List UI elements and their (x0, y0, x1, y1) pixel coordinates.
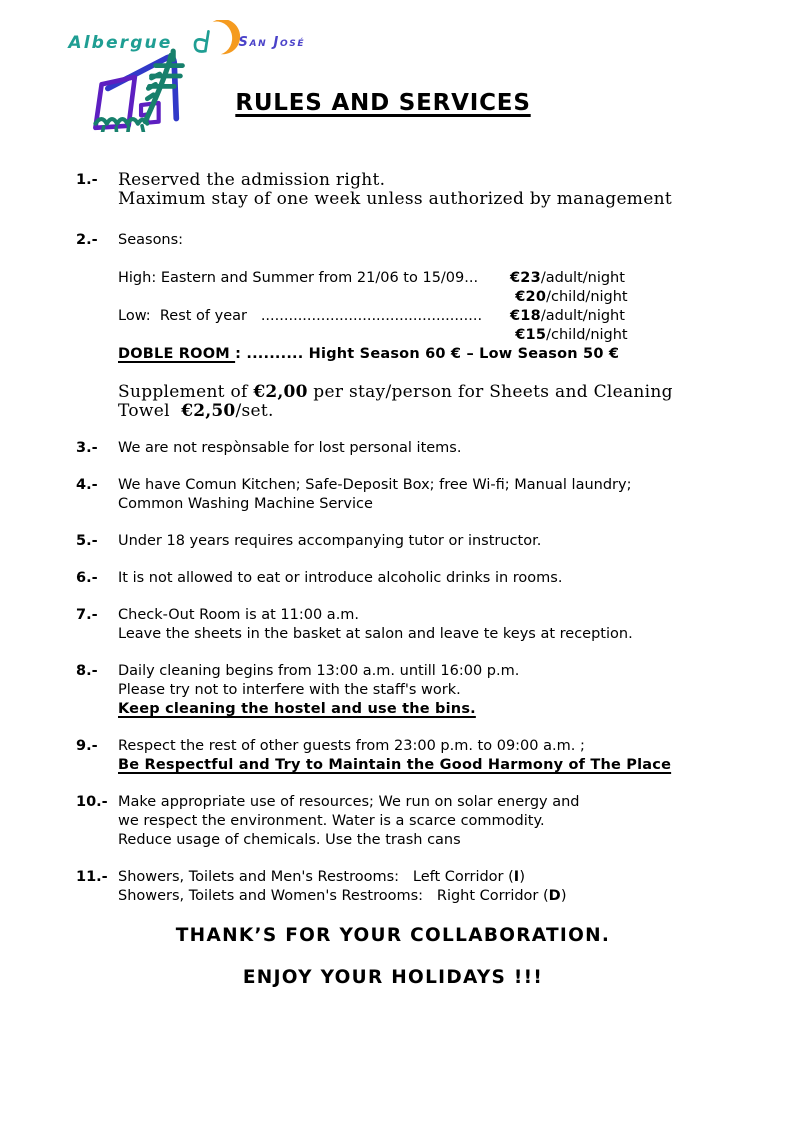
rule-line (118, 250, 752, 269)
item-content (118, 737, 752, 775)
text-segment: : .......... Hight Season 60 € – Low Season 50 € (235, 346, 620, 362)
text-segment: We have Comun Kitchen; Safe-Deposit Box; free Wi-fi; Manual laundry; (118, 477, 632, 493)
rule-item (62, 606, 752, 644)
rule-line (118, 662, 752, 681)
rule-line (118, 831, 752, 850)
text-segment: ) (560, 888, 567, 904)
text-segment: €15 (510, 327, 547, 343)
item-content (118, 439, 752, 458)
item-content (118, 662, 752, 719)
text-segment: per stay/person for Sheets and Cleaning (307, 382, 673, 402)
text-segment: Maximum stay of one week unless authorized by management (118, 189, 672, 209)
rule-item (62, 737, 752, 775)
rule-item (62, 532, 752, 551)
text-segment: €20 (510, 289, 547, 305)
rule-line (118, 887, 752, 906)
item-number: 5.- (76, 533, 98, 549)
rule-line (118, 756, 752, 775)
item-content (118, 606, 752, 644)
footer-enjoy-line: ENJOY YOUR HOLIDAYS !!! (242, 967, 544, 988)
rule-item (62, 476, 752, 514)
item-number: 11.- (76, 869, 108, 885)
text-segment: /adult/night (540, 270, 625, 286)
rule-line (118, 288, 752, 307)
text-segment: Please try not to interfere with the staff's work. (118, 682, 461, 698)
rule-line (118, 171, 752, 190)
rule-line (118, 700, 752, 719)
text-segment: ) (519, 869, 526, 885)
item-number: 2.- (76, 232, 98, 248)
text-segment: Reserved the admission right. (118, 170, 386, 190)
text-segment: /adult/night (540, 308, 625, 324)
rule-line (118, 495, 752, 514)
item-content (118, 532, 752, 551)
logo-wordmark (66, 20, 305, 54)
season-price (510, 270, 625, 286)
text-segment: €2,00 (253, 382, 308, 402)
item-content (118, 569, 752, 588)
rule-line (118, 326, 752, 345)
item-number: 4.- (76, 477, 98, 493)
logo-text-san-jose: San José (238, 34, 306, 50)
item-number: 6.- (76, 570, 98, 586)
text-segment: Seasons: (118, 232, 184, 248)
item-number: 3.- (76, 440, 98, 456)
rule-line (118, 439, 752, 458)
rule-item (62, 793, 752, 850)
text-segment: It is not allowed to eat or introduce alcoholic drinks in rooms. (118, 570, 563, 586)
text-segment: Be Respectful and Try to Maintain the Good Harmony of The Place (118, 757, 672, 773)
item-number: 1.- (76, 172, 98, 188)
rule-line (118, 476, 752, 495)
rule-line (118, 569, 752, 588)
text-segment: Towel (118, 401, 182, 421)
text-segment: Reduce usage of chemicals. Use the trash cans (118, 832, 461, 848)
item-content (118, 171, 752, 209)
rule-item (62, 569, 752, 588)
text-segment: /child/night (546, 327, 628, 343)
footer-thanks-line: THANK’S FOR YOUR COLLABORATION. (175, 925, 611, 946)
item-number: 9.- (76, 738, 98, 754)
rule-line (118, 793, 752, 812)
rule-line (118, 364, 752, 383)
rule-item (62, 171, 752, 209)
rule-item (62, 231, 752, 421)
rule-line (118, 383, 752, 402)
text-segment: Low: Rest of year ................................................ (118, 308, 483, 324)
rule-line (118, 190, 752, 209)
season-price (510, 308, 625, 324)
text-segment: High: Eastern and Summer from 21/06 to 15/09... (118, 270, 479, 286)
item-content (118, 231, 752, 421)
rule-line (118, 532, 752, 551)
text-segment: Common Washing Machine Service (118, 496, 373, 512)
text-segment: Make appropriate use of resources; We run on solar energy and (118, 794, 580, 810)
text-segment: Respect the rest of other guests from 23:00 p.m. to 09:00 a.m. ; (118, 738, 585, 754)
season-label (118, 269, 510, 288)
season-price (510, 289, 628, 305)
rule-line (118, 269, 752, 288)
logo-d-flourish (195, 31, 208, 51)
rule-line (118, 606, 752, 625)
item-content (118, 868, 752, 906)
rule-line (118, 868, 752, 887)
item-content (118, 476, 752, 514)
text-segment: Showers, Toilets and Men's Restrooms: Left Corridor ( (118, 869, 514, 885)
text-segment: D (548, 888, 561, 904)
item-number: 8.- (76, 663, 98, 679)
rule-line (118, 681, 752, 700)
item-content (118, 793, 752, 850)
rule-item (62, 662, 752, 719)
text-segment: Check-Out Room is at 11:00 a.m. (118, 607, 360, 623)
rule-item (62, 439, 752, 458)
logo-text-albergue: Albergue (68, 33, 173, 53)
text-segment: €23 (510, 270, 541, 286)
item-number: 7.- (76, 607, 98, 623)
text-segment: /set. (235, 401, 274, 421)
rule-line (118, 737, 752, 756)
item-number: 10.- (76, 794, 108, 810)
rule-line (118, 345, 752, 364)
season-label (118, 307, 510, 326)
rule-line (118, 307, 752, 326)
text-segment: Keep cleaning the hostel and use the bins. (118, 701, 476, 717)
text-segment: €2,50 (181, 401, 236, 421)
crescent-moon-icon (213, 20, 241, 54)
text-segment: Under 18 years requires accompanying tutor or instructor. (118, 533, 542, 549)
text-segment: /child/night (546, 289, 628, 305)
text-segment: Supplement of (118, 382, 254, 402)
text-segment: Daily cleaning begins from 13:00 a.m. untill 16:00 p.m. (118, 663, 520, 679)
text-segment: Leave the sheets in the basket at salon and leave te keys at reception. (118, 626, 633, 642)
rules-list (62, 171, 752, 906)
rule-line (118, 625, 752, 644)
text-segment: We are not respònsable for lost personal items. (118, 440, 462, 456)
text-segment: Showers, Toilets and Women's Restrooms: Right Corridor ( (118, 888, 549, 904)
page-title: RULES AND SERVICES (235, 90, 531, 116)
rule-line (118, 402, 752, 421)
text-segment: DOBLE ROOM (118, 346, 236, 362)
text-segment: we respect the environment. Water is a scarce commodity. (118, 813, 545, 829)
season-price (510, 327, 628, 343)
rule-line (118, 812, 752, 831)
rule-item (62, 868, 752, 906)
text-segment: I (513, 869, 520, 885)
text-segment: €18 (510, 308, 541, 324)
rule-line (118, 231, 752, 250)
